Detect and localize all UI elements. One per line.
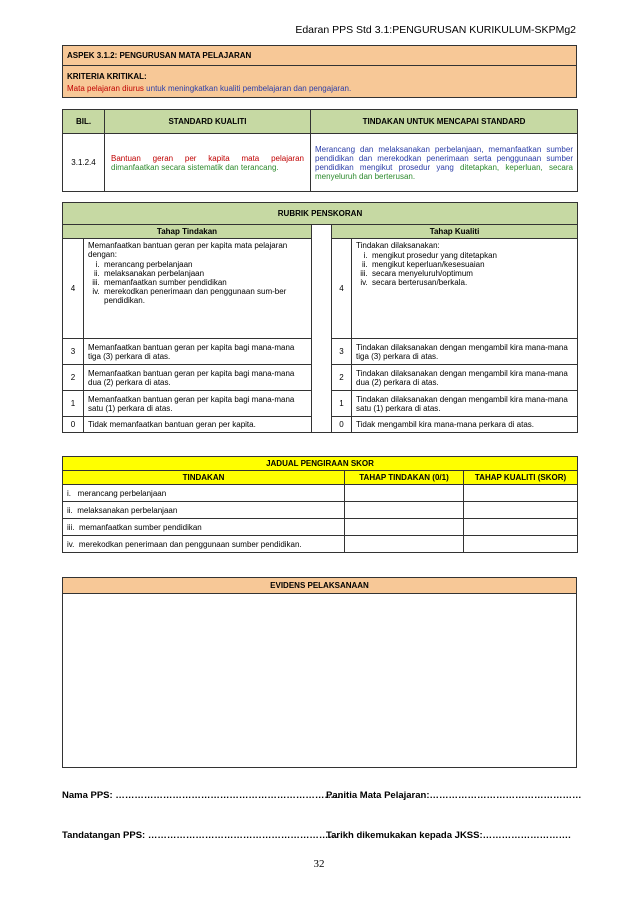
tahap-kualiti-input[interactable] [464, 502, 578, 519]
score-label: 1 [332, 391, 352, 417]
bil-value: 3.1.2.4 [63, 134, 105, 192]
jadual-header-tahap-kualiti: TAHAP KUALITI (SKOR) [464, 471, 578, 485]
rubrik-col-tindakan: Tahap Tindakan [63, 225, 312, 239]
jadual-header-tahap-tindakan: TAHAP TINDAKAN (0/1) [345, 471, 464, 485]
header-standard-kualiti: STANDARD KUALITI [105, 110, 311, 134]
tahap-tindakan-input[interactable] [345, 519, 464, 536]
kualiti-description: Tindakan dilaksanakan dengan mengambil kira mana-mana satu (1) perkara di atas. [352, 391, 578, 417]
jadual-header-tindakan: TINDAKAN [63, 471, 345, 485]
jadual-row [63, 502, 578, 519]
tahap-tindakan-input[interactable] [345, 502, 464, 519]
tandatangan-pps-field[interactable]: Tandatangan PPS: …………………………………………………… [62, 830, 338, 841]
kualiti-description: Tindakan dilaksanakan: i. mengikut prosedur yang ditetapkan ii. mengikut keperluan/kesesuaian iii. secara menyeluruh/optimum iv. secara berterusan/berkala. [352, 239, 578, 339]
page-number: 32 [313, 858, 325, 870]
nama-pps-field[interactable]: Nama PPS: ……………………………………………………………… [62, 790, 344, 801]
score-label: 1 [63, 391, 84, 417]
rubrik-title: RUBRIK PENSKORAN [63, 203, 578, 225]
standard-table [62, 109, 578, 192]
kualiti-description: Tindakan dilaksanakan dengan mengambil kira mana-mana dua (2) perkara di atas. [352, 365, 578, 391]
score-label: 0 [63, 417, 84, 433]
tahap-kualiti-input[interactable] [464, 536, 578, 553]
jadual-title: JADUAL PENGIRAAN SKOR [63, 457, 578, 471]
jadual-row [63, 536, 578, 553]
jadual-row-label: i. merancang perbelanjaan [63, 485, 345, 502]
evidens-area[interactable] [63, 594, 577, 768]
evidens-title: EVIDENS PELAKSANAAN [63, 578, 577, 594]
kualiti-description: Tidak mengambil kira mana-mana perkara di atas. [352, 417, 578, 433]
score-label: 2 [63, 365, 84, 391]
score-label: 4 [63, 239, 84, 339]
tindakan-description: Memanfaatkan bantuan geran per kapita bagi mana-mana dua (2) perkara di atas. [84, 365, 312, 391]
kualiti-description: Tindakan dilaksanakan dengan mengambil kira mana-mana tiga (3) perkara di atas. [352, 339, 578, 365]
aspek-title: ASPEK 3.1.2: PENGURUSAN MATA PELAJARAN [63, 46, 577, 66]
tarikh-jkss-field[interactable]: Tarikh dikemukakan kepada JKSS:………………………. [326, 830, 571, 841]
aspek-table [62, 45, 577, 98]
jadual-pengiraan-table [62, 456, 578, 553]
rubrik-col-kualiti: Tahap Kualiti [332, 225, 578, 239]
evidens-table [62, 577, 577, 768]
jadual-row-label: ii. melaksanakan perbelanjaan [63, 502, 345, 519]
score-label: 4 [332, 239, 352, 339]
panitia-field[interactable]: Panitia Mata Pelajaran:………………………………………… [326, 790, 582, 801]
tahap-tindakan-input[interactable] [345, 536, 464, 553]
jadual-row [63, 519, 578, 536]
tahap-tindakan-input[interactable] [345, 485, 464, 502]
tahap-kualiti-input[interactable] [464, 485, 578, 502]
tindakan-description: Memanfaatkan bantuan geran per kapita bagi mana-mana tiga (3) perkara di atas. [84, 339, 312, 365]
tindakan-description: Memanfaatkan bantuan geran per kapita bagi mana-mana satu (1) perkara di atas. [84, 391, 312, 417]
tahap-kualiti-input[interactable] [464, 519, 578, 536]
header-bil: BIL. [63, 110, 105, 134]
kriteria-label: KRITERIA KRITIKAL: [67, 71, 147, 81]
rubrik-table [62, 202, 578, 433]
score-label: 0 [332, 417, 352, 433]
score-label: 2 [332, 365, 352, 391]
jadual-row-label: iii. memanfaatkan sumber pendidikan [63, 519, 345, 536]
header-tindakan-standard: TINDAKAN UNTUK MENCAPAI STANDARD [311, 110, 578, 134]
jadual-row-label: iv. merekodkan penerimaan dan penggunaan sumber pendidikan. [63, 536, 345, 553]
tindakan-description: Tidak memanfaatkan bantuan geran per kapita. [84, 417, 312, 433]
score-label: 3 [332, 339, 352, 365]
jadual-row [63, 485, 578, 502]
kriteria-cell [63, 66, 577, 98]
tindakan-description: Memanfaatkan bantuan geran per kapita mata pelajaran dengan: i. merancang perbelanjaan ii. melaksanakan perbelanjaan iii. memanfaatkan sumber pendidikan iv. merekodkan penerimaan dan penggunaan sum-ber pendidikan. [84, 239, 312, 339]
kriteria-text: Mata pelajaran diurus untuk meningkatkan kualiti pembelajaran dan pengajaran. [67, 83, 352, 93]
standard-kualiti-text: Bantuan geran per kapita mata pelajaran dimanfaatkan secara sistematik dan terancang. [105, 134, 311, 192]
tindakan-standard-text: Merancang dan melaksanakan perbelanjaan, memanfaatkan sumber pendidikan dan merekodkan penerimaan serta penggunaan sumber pendidikan mengikut prosedur yang ditetapkan, keperluan, secara menyeluruh dan berterusan. [311, 134, 578, 192]
score-label: 3 [63, 339, 84, 365]
document-reference: Edaran PPS Std 3.1:PENGURUSAN KURIKULUM-SKPMg2 [295, 24, 576, 36]
